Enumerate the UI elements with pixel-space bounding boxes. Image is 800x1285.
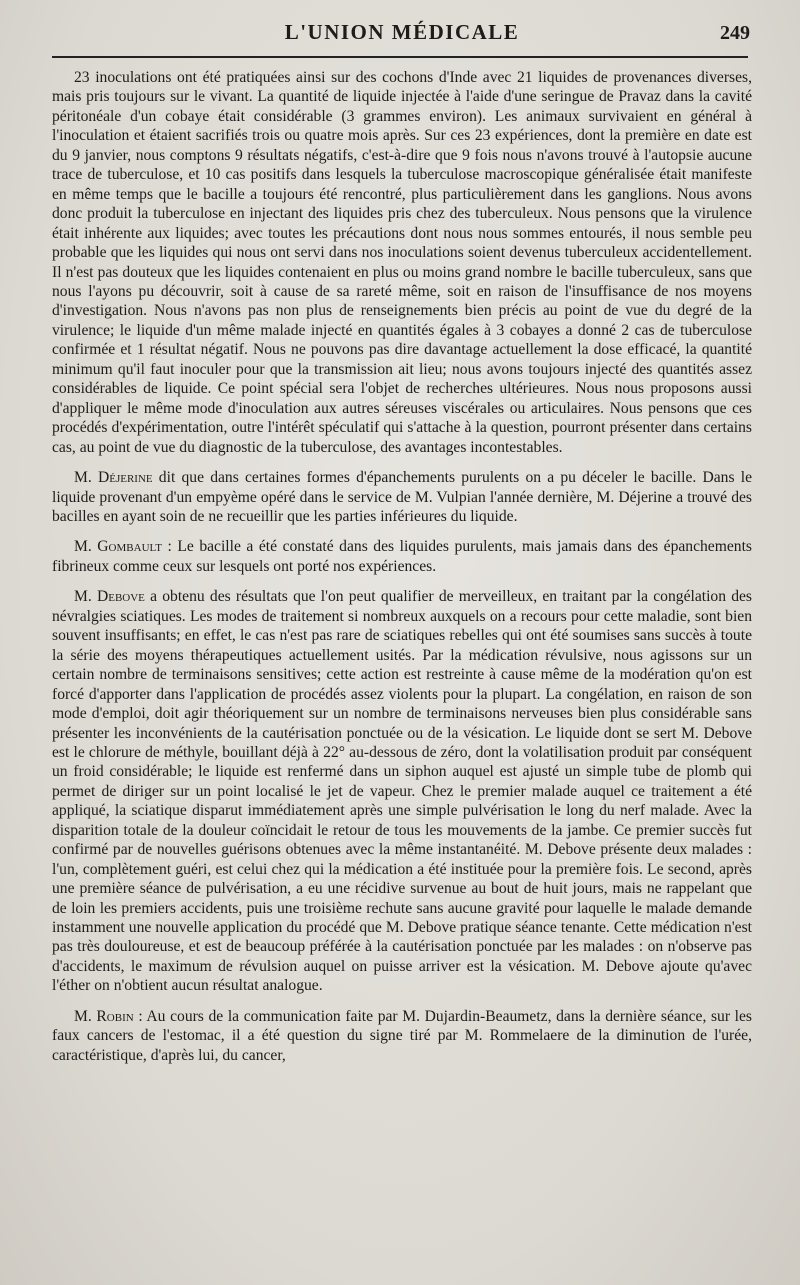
header-rule: [52, 56, 748, 58]
paragraph-inoculations: [52, 68, 752, 457]
paragraph-text: : Le bacille a été constaté dans des liquides purulents, mais jamais dans des épanchements fibrineux comme ceux sur lesquels ont porté nos expériences.: [52, 538, 752, 575]
paragraph-debove: [52, 587, 752, 996]
paragraph-text: dit que dans certaines formes d'épanchements purulents on a pu déceler le bacille. Dans le liquide provenant d'un empyème opéré dans le service de M. Vulpian l'année dernière, M. Déjerine a trouvé des bacilles en ayant soin de ne recueillir que les parties inférieures du liquide.: [52, 469, 752, 525]
body-text: [52, 68, 752, 1065]
paragraph-text: a obtenu des résultats que l'on peut qualifier de merveilleux, en traitant par la congélation des névralgies sciatiques. Les modes de traitement si nombreux auxquels on a recours pour cette maladie, sont bien souvent insuffisants; en effet, le cas n'est pas rare de sciatiques rebelles qui ont été soumises sans succès à toute la série des moyens thérapeutiques actuellement usités. Par la médication révulsive, nous agissons sur un certain nombre de terminaisons sensitives; cette action est restreinte à cause même de la modération qu'on est forcé d'apporter dans l'application de procédés assez violents pour la plupart. La congélation, en raison de son mode d'emploi, doit agir théoriquement sur un nombre de terminaisons nerveuses bien plus considérable sans présenter les inconvénients de la cautérisation ponctuée ou de la vésication. Le liquide dont se sert M. Debove est le chlorure de méthyle, bouillant déjà à 22° au-dessous de zéro, dont la volatilisation produit par conséquent un froid considérable; le liquide est renfermé dans un siphon auquel est ajusté un simple tube de plomb qui permet de diriger sur un point localisé le jet de vapeur. Chez le premier malade auquel ce traitement a été appliqué, la sciatique disparut immédiatement après une simple pulvérisation le long du nerf malade. Avec la disparition totale de la douleur coïncidait le retour de tous les mouvements de la jambe. Ce premier succès fut confirmé par de nouvelles guérisons obtenues avec la même instantanéité. M. Debove présente deux malades : l'un, complètement guéri, est celui chez qui la médication a été instituée pour la première fois. Le second, après une première séance de pulvérisation, a eu une récidive survenue au bout de huit jours, mais ne rappelant que de loin les premiers accidents, puis une troisième rechute sans aucune gravité pour laquelle le malade demande instamment une nouvelle application du procédé que M. Debove pratique séance tenante. Cette médication n'est pas très douloureuse, et est de beaucoup préférée à la cautérisation ponctuée par les malades : on n'observe pas d'accidents, le maximum de révulsion auquel on puisse arriver est la vésication. M. Debove ajoute qu'avec l'éther on n'obtient aucun résultat analogue.: [52, 588, 752, 995]
running-head: L'UNION MÉDICALE: [284, 20, 520, 44]
speaker-name: M. Debove: [74, 588, 145, 606]
paragraph-text: 23 inoculations ont été pratiquées ainsi sur des cochons d'Inde avec 21 liquides de provenances diverses, mais pris toujours sur le vivant. La quantité de liquide injectée à l'aide d'une seringue de Pravaz dans la cavité péritonéale d'un cobaye était considérable (3 grammes environ). Les animaux survivaient en général à l'inoculation et étaient sacrifiés trois ou quatre mois après. Sur ces 23 expériences, dont la première en date est du 9 janvier, nous comptons 9 résultats négatifs, c'est-à-dire que 9 fois nous n'avons trouvé à l'autopsie aucune trace de tuberculose, et 10 cas positifs dans lesquels la tuberculose macroscopique généralisée était manifeste en même temps que le bacille a toujours été rencontré, plus particulièrement dans les ganglions. Nous avons donc produit la tuberculose en injectant des liquides pris chez des tuberculeux. Nous pensons que la virulence était inhérente aux liquides; avec toutes les précautions dont nous nous sommes entourés, il nous semble peu probable que les liquides qui nous ont servi dans nos inoculations soient devenus tuberculeux accidentellement. Il n'est pas douteux que les liquides contenaient en plus ou moins grand nombre le bacille tuberculeux, sans que nous l'ayons pu découvrir, soit à cause de sa rareté même, soit en raison de l'insuffisance de nos moyens d'investigation. Nous n'avons pas non plus de renseignements bien précis au point de vue du degré de la virulence; le liquide d'un même malade injecté en quantités égales à 3 cobayes a donné 2 cas de tuberculose confirmée et 1 résultat négatif. Nous ne pouvons pas dire davantage actuellement la dose efficacé, la quantité minimum qu'il faut inoculer pour que la transmission ait lieu; nous avons toujours injecté des quantités assez considérables de liquide. Ce point spécial sera l'objet de recherches ultérieures. Nous nous proposons aussi d'appliquer le même mode d'inoculation aux autres séreuses viscérales ou articulaires. Nous pensons que ces procédés d'expérimentation, outre l'intérêt spéculatif qui s'attache à la question, pourront présenter dans certains cas, au point de vue du diagnostic de la tuberculose, des avantages incontestables.: [52, 69, 752, 456]
page-header: [52, 18, 752, 48]
paragraph-robin: [52, 1007, 752, 1065]
paragraph-dejerine: [52, 468, 752, 526]
speaker-name: M. Gombault: [74, 538, 162, 556]
speaker-name: M. Robin: [74, 1007, 134, 1025]
paragraph-gombault: [52, 537, 752, 576]
speaker-name: M. Déjerine: [74, 469, 153, 487]
paragraph-text: : Au cours de la communication faite par M. Dujardin-Beaumetz, dans la dernière séance, sur les faux cancers de l'estomac, il a été question du signe tiré par M. Rommelaere de la diminution de l'urée, caractéristique, d'après lui, du cancer,: [52, 1007, 752, 1064]
page-number: 249: [720, 22, 750, 44]
